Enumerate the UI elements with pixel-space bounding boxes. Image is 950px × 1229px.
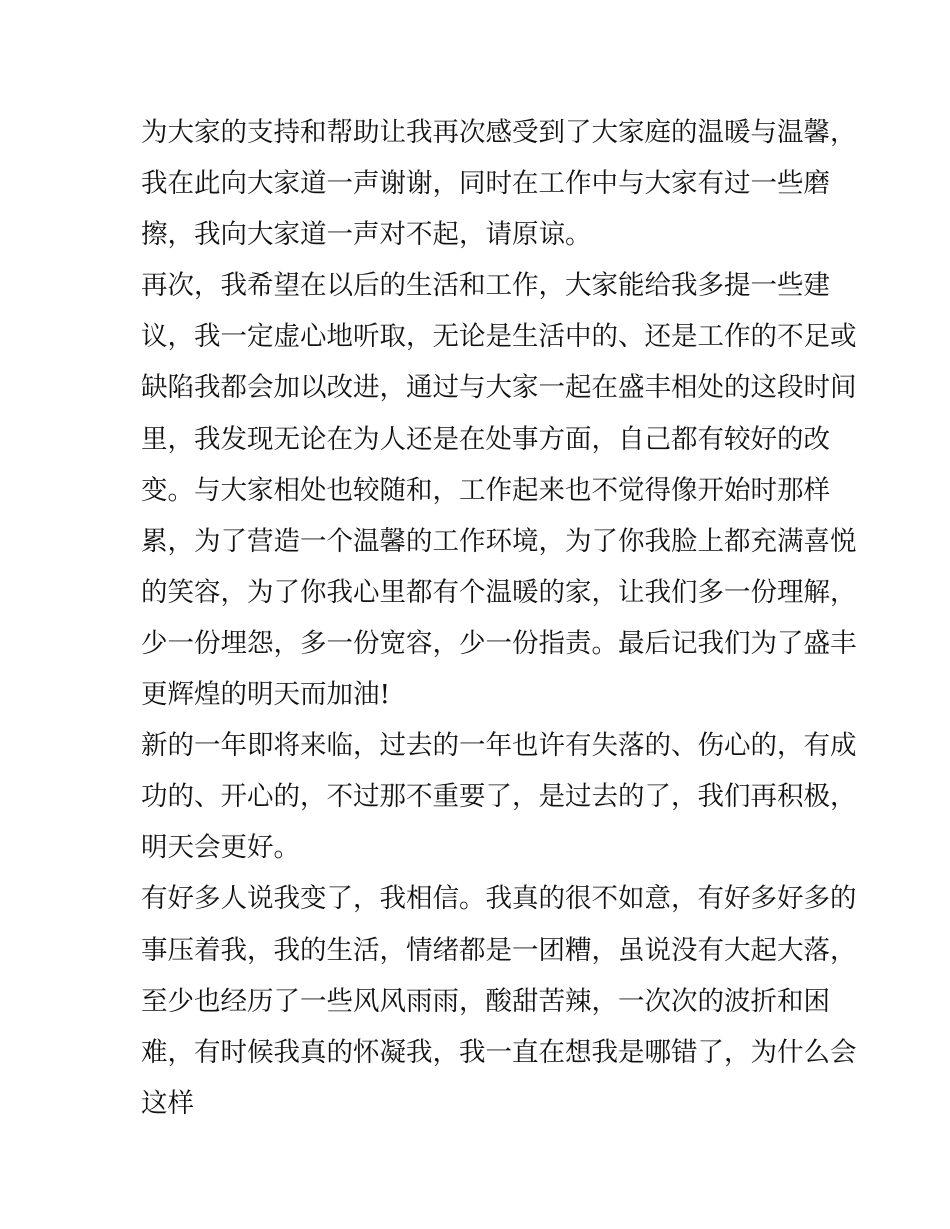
text-line: 明天会更好。 bbox=[141, 832, 300, 864]
text-line: 有好多人说我变了，我相信。我真的很不如意，有好多好多的 bbox=[141, 883, 857, 915]
text-line: 事压着我，我的生活，情绪都是一团糟，虽说没有大起大落， bbox=[141, 934, 857, 966]
text-line: 少一份埋怨，多一份宽容，少一份指责。最后记我们为了盛丰 bbox=[141, 627, 857, 659]
text-line: 我在此向大家道一声谢谢，同时在工作中与大家有过一些磨 bbox=[141, 168, 830, 200]
document-body bbox=[141, 107, 857, 1129]
text-line: 更辉煌的明天而加油! bbox=[141, 679, 391, 711]
text-line: 功的、开心的，不过那不重要了，是过去的了，我们再积极， bbox=[141, 781, 857, 813]
text-line: 至少也经历了一些风风雨雨，酸甜苦辣，一次次的波折和困 bbox=[141, 985, 830, 1017]
paragraph-3 bbox=[141, 720, 857, 873]
text-line: 缺陷我都会加以改进，通过与大家一起在盛丰相处的这段时间 bbox=[141, 372, 857, 404]
text-line: 难，有时候我真的怀凝我，我一直在想我是哪错了，为什么会 bbox=[141, 1036, 857, 1068]
paragraph-4 bbox=[141, 873, 857, 1128]
paragraph-1 bbox=[141, 107, 857, 260]
text-line: 累，为了营造一个温馨的工作环境，为了你我脸上都充满喜悦 bbox=[141, 525, 857, 557]
text-line: 再次，我希望在以后的生活和工作，大家能给我多提一些建 bbox=[141, 270, 830, 302]
text-line: 这样 bbox=[141, 1087, 194, 1119]
text-line: 变。与大家相处也较随和，工作起来也不觉得像开始时那样 bbox=[141, 474, 830, 506]
text-line: 为大家的支持和帮助让我再次感受到了大家庭的温暖与温馨， bbox=[141, 117, 857, 148]
text-line: 里，我发现无论在为人还是在处事方面，自己都有较好的改 bbox=[141, 423, 830, 455]
text-line: 议，我一定虚心地听取，无论是生活中的、还是工作的不足或 bbox=[141, 321, 857, 353]
text-line: 新的一年即将来临，过去的一年也许有失落的、伤心的，有成 bbox=[141, 730, 857, 762]
text-line: 的笑容，为了你我心里都有个温暖的家，让我们多一份理解， bbox=[141, 576, 857, 608]
text-line: 擦，我向大家道一声对不起，请原谅。 bbox=[141, 219, 592, 251]
paragraph-2 bbox=[141, 260, 857, 720]
